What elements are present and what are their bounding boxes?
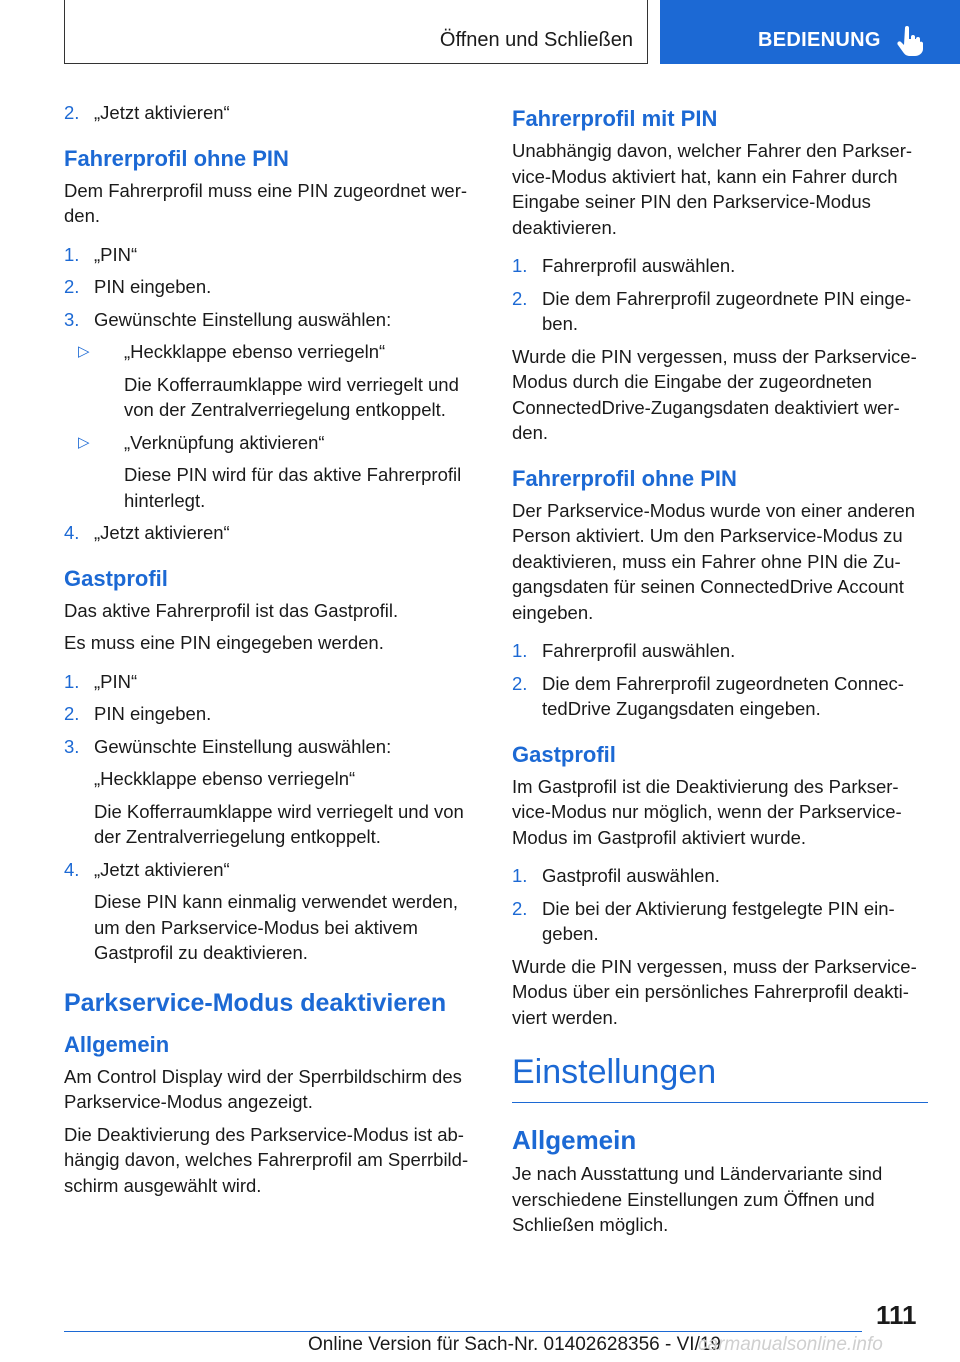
step-text: „PIN“ xyxy=(94,243,138,265)
list-item xyxy=(64,857,478,883)
option-label: „Heckklappe ebenso verriegeln“ xyxy=(94,768,356,789)
option-item xyxy=(64,430,478,456)
paragraph: Es muss eine PIN eingegeben werden. xyxy=(64,632,384,653)
step-text: Die bei der Aktivierung festgelegte PIN ein-geben. xyxy=(542,897,895,944)
paragraph: Im Gastprofil ist die Deaktivierung des Parkser-vice-Modus nur möglich, wenn der Parkservice-Modus im Gastprofil aktiviert wurde. xyxy=(512,775,902,848)
step-number: 2. xyxy=(64,102,80,123)
chapter-heading: Parkservice-Modus deaktivieren xyxy=(64,988,447,1017)
list-item xyxy=(64,669,478,695)
list-item xyxy=(512,896,928,947)
list-item xyxy=(64,242,478,268)
section-heading: Allgemein xyxy=(64,1031,170,1057)
list-item xyxy=(64,274,478,300)
step-text: Fahrerprofil auswählen. xyxy=(542,255,736,276)
list-item xyxy=(512,671,928,722)
step-number: 3. xyxy=(64,735,80,757)
step-text: PIN eingeben. xyxy=(94,703,212,724)
step-text: Fahrerprofil auswählen. xyxy=(542,640,736,661)
list-item xyxy=(64,734,478,760)
triangle-bullet-icon: ▷ xyxy=(78,433,90,451)
list-item xyxy=(512,863,928,889)
step-number: 3. xyxy=(64,308,80,330)
list-item xyxy=(64,701,478,727)
option-label: „Verknüpfung aktivieren“ xyxy=(124,431,325,453)
step-number: 1. xyxy=(512,865,528,886)
page-number: 111 xyxy=(876,1300,917,1330)
footer-divider xyxy=(64,1331,862,1332)
header-section-box xyxy=(64,0,648,64)
header-section-title: Öffnen und Schließen xyxy=(439,29,633,51)
step-number: 2. xyxy=(512,897,528,919)
header-tab-label: BEDIENUNG xyxy=(758,29,881,51)
step-number: 2. xyxy=(64,703,80,724)
paragraph: Wurde die PIN vergessen, muss der Parkservice-Modus durch die Eingabe der zugeordneten ConnectedDrive-Zugangsdaten deaktiviert wer-den. xyxy=(512,345,917,443)
option-description: Diese PIN wird für das aktive Fahrerprofil hinterlegt. xyxy=(124,464,462,511)
right-column xyxy=(512,100,928,1245)
paragraph: Das aktive Fahrerprofil ist das Gastprofil. xyxy=(64,599,399,621)
footer-version-text: Online Version für Sach-Nr. 01402628356 - VI/19 xyxy=(308,1334,721,1355)
header-tab[interactable] xyxy=(660,0,960,64)
step-text: Gewünschte Einstellung auswählen: xyxy=(94,308,392,330)
paragraph: Die Deaktivierung des Parkservice-Modus ist ab-hängig davon, welches Fahrerprofil am Sperrbild-schirm ausgewählt wird. xyxy=(64,1123,469,1196)
list-item xyxy=(512,638,928,664)
paragraph: Je nach Ausstattung und Ländervariante sind verschiedene Einstellungen zum Öffnen und Schließen möglich. xyxy=(512,1163,883,1235)
step-text: „Jetzt aktivieren“ xyxy=(94,102,230,123)
section-heading: Gastprofil xyxy=(64,565,168,591)
option-description: Die Kofferraumklappe wird verriegelt und von der Zentralverriegelung entkoppelt. xyxy=(124,373,459,420)
paragraph: Der Parkservice-Modus wurde von einer anderen Person aktiviert. Um den Parkservice-Modus zu deaktivieren, muss ein Fahrer ohne PIN die Zu-gangsdaten für seinen ConnectedDrive Account eingeben. xyxy=(512,499,916,623)
section-heading: Fahrerprofil ohne PIN xyxy=(64,145,289,171)
step-text: Gewünschte Einstellung auswählen: xyxy=(94,735,392,757)
step-text: Gastprofil auswählen. xyxy=(542,865,720,886)
step-text: Die dem Fahrerprofil zugeordnete PIN einge-ben. xyxy=(542,287,912,334)
option-item xyxy=(64,339,478,365)
step-text: „Jetzt aktivieren“ xyxy=(94,522,230,543)
left-column xyxy=(64,100,478,1205)
list-item xyxy=(64,100,478,126)
step-description: Diese PIN kann einmalig verwendet werden, um den Parkservice-Modus bei aktivem Gastprofil zu deaktivieren. xyxy=(94,891,459,963)
step-text: Die dem Fahrerprofil zugeordneten Connec-tedDrive Zugangsdaten eingeben. xyxy=(542,672,904,719)
step-text: PIN eingeben. xyxy=(94,276,212,297)
step-number: 2. xyxy=(64,276,80,297)
option-description: Die Kofferraumklappe wird verriegelt und von der Zentralverriegelung entkoppelt. xyxy=(94,800,464,847)
section-heading: Gastprofil xyxy=(512,741,616,767)
watermark: carmanualsonline.info xyxy=(698,1334,883,1355)
section-heading: Fahrerprofil ohne PIN xyxy=(512,465,737,491)
paragraph: Am Control Display wird der Sperrbildschirm des Parkservice-Modus angezeigt. xyxy=(64,1065,462,1112)
list-item xyxy=(512,253,928,279)
step-number: 2. xyxy=(512,672,528,694)
step-text: „PIN“ xyxy=(94,670,138,692)
paragraph: Unabhängig davon, welcher Fahrer den Parkser-vice-Modus aktiviert hat, kann ein Fahrer durch Eingabe seiner PIN den Parkservice-Modus deaktivieren. xyxy=(512,140,913,238)
step-number: 1. xyxy=(64,670,80,692)
step-number: 1. xyxy=(512,640,528,661)
section-heading: Fahrerprofil mit PIN xyxy=(512,106,718,131)
list-item xyxy=(64,307,478,333)
option-label: „Heckklappe ebenso verriegeln“ xyxy=(124,341,386,362)
pointing-hand-icon xyxy=(896,26,924,56)
list-item xyxy=(64,520,478,546)
list-item xyxy=(512,286,928,337)
step-number: 4. xyxy=(64,858,80,880)
step-number: 1. xyxy=(512,255,528,276)
section-heading: Allgemein xyxy=(512,1125,637,1155)
paragraph: Dem Fahrerprofil muss eine PIN zugeordnet wer-den. xyxy=(64,179,468,226)
chapter-title: Einstellungen xyxy=(512,1052,928,1103)
step-number: 1. xyxy=(64,243,80,265)
paragraph: Wurde die PIN vergessen, muss der Parkservice-Modus über ein persönliches Fahrerprofil deakti-viert werden. xyxy=(512,955,917,1028)
step-number: 2. xyxy=(512,287,528,309)
triangle-bullet-icon: ▷ xyxy=(78,343,90,360)
step-text: „Jetzt aktivieren“ xyxy=(94,858,230,880)
step-number: 4. xyxy=(64,522,80,543)
